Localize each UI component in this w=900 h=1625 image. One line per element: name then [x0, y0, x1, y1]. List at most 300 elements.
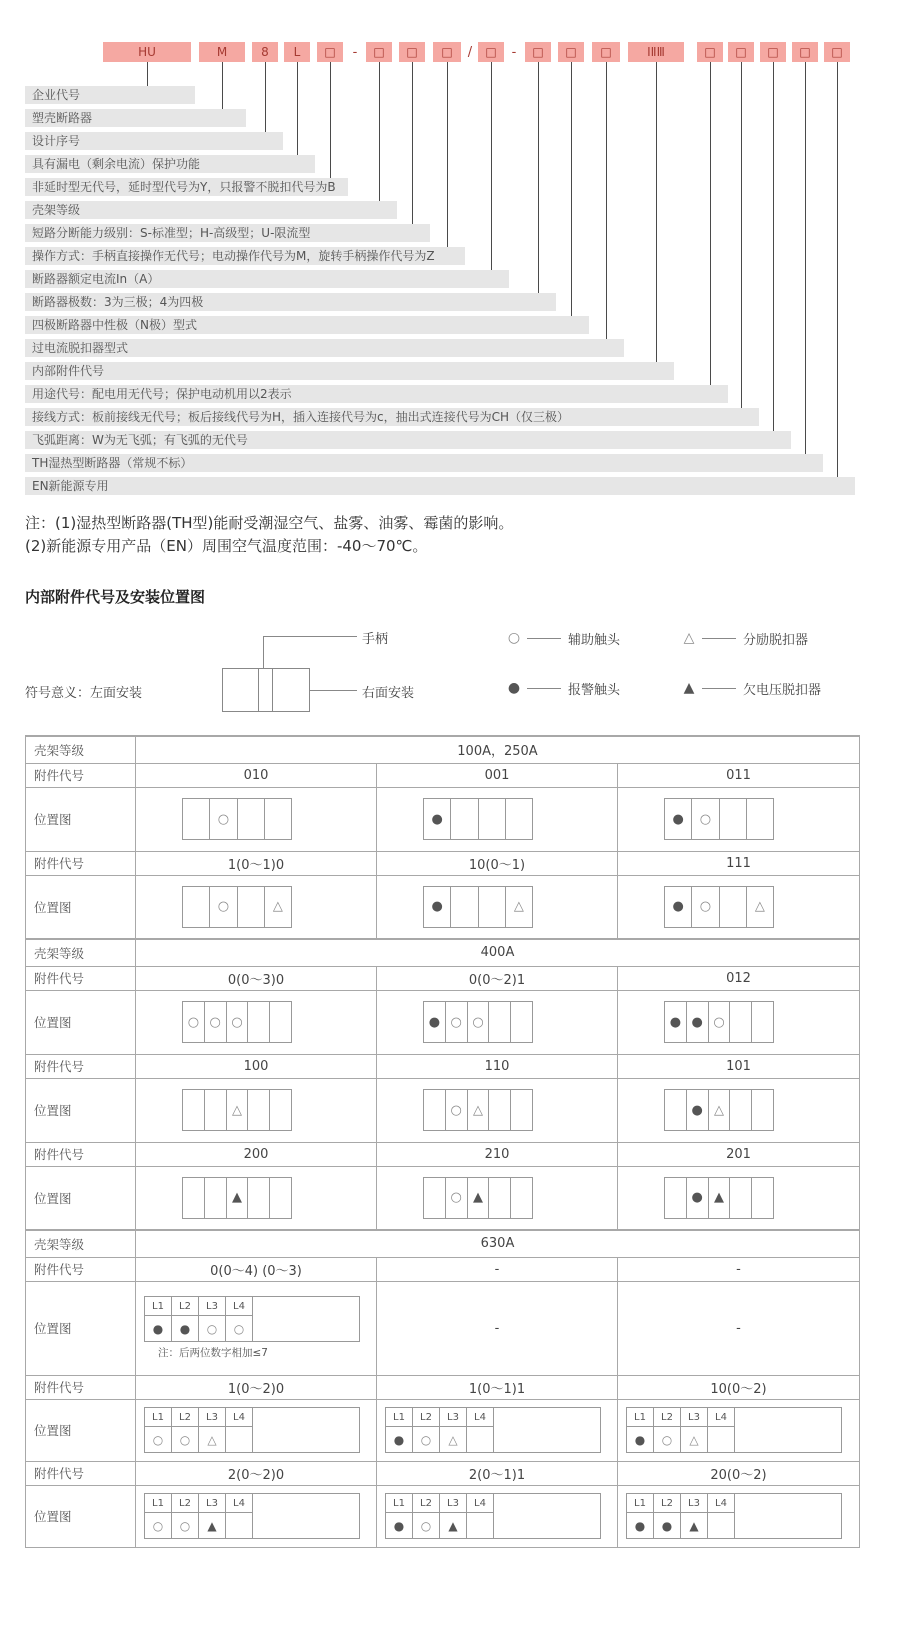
slot-header: L1: [386, 1494, 413, 1513]
row-header: 壳架等级: [26, 939, 136, 966]
legend-label: 报警触头: [568, 682, 621, 698]
slot-cell: [720, 799, 747, 839]
row-header: 位置图: [26, 787, 136, 851]
legend-dash: [527, 638, 561, 639]
slot-cell: [665, 887, 692, 927]
slot-cell: [205, 1002, 227, 1042]
accessory-code: 0(0～2)1: [377, 966, 618, 990]
code-box: ⅠⅡⅢ: [628, 42, 684, 62]
undervoltage-release-symbol: ▲: [713, 1190, 724, 1206]
position-diagram-630a: [144, 1407, 376, 1453]
position-diagram: [664, 886, 774, 928]
accessory-code: 10(0～2): [618, 1375, 860, 1399]
code-label: 用途代号：配电用无代号；保护电动机用以2表示: [25, 385, 728, 403]
slot-cell: [424, 887, 451, 927]
handle-label: 手柄: [362, 632, 389, 647]
legend: [0, 620, 900, 732]
notes: [25, 512, 513, 558]
slot-header: L1: [145, 1408, 172, 1427]
position-cell: -: [377, 1281, 618, 1375]
diagram-note: 注：后两位数字相加≤7: [158, 1347, 268, 1359]
note-line-1: 注：(1)湿热型断路器(TH型)能耐受潮湿空气、盐雾、油雾、霉菌的影响。: [25, 514, 514, 532]
slot-cell: [446, 1178, 468, 1218]
slot-cell: [747, 799, 773, 839]
position-cell: [618, 990, 860, 1054]
aux-contact-symbol: ○: [152, 1519, 164, 1533]
aux-contact-symbol: ○: [450, 1190, 462, 1206]
slot-grid: [386, 1408, 600, 1453]
accessory-position-table: [25, 735, 859, 1548]
aux-contact-symbol: ○: [209, 1014, 221, 1030]
slot-cell: [709, 1002, 731, 1042]
slot-grid: [627, 1408, 841, 1453]
shunt-release-symbol: △: [448, 1433, 458, 1447]
slot-header: L3: [440, 1408, 467, 1427]
row-header: 位置图: [26, 1485, 136, 1547]
table-row: [26, 875, 860, 939]
legend-dash: [702, 638, 736, 639]
slot-cell: [440, 1513, 467, 1539]
code-label: 接线方式：板前接线无代号；板后接线代号为H，插入连接代号为c，抽出式连接代号为CH（仅三极）: [25, 408, 759, 426]
alarm-contact-symbol: ●: [691, 1014, 703, 1030]
code-box: □: [824, 42, 850, 62]
frame-rating: 630A: [136, 1230, 860, 1257]
position-diagram: [423, 1177, 533, 1219]
legend-label: 分励脱扣器: [743, 632, 809, 648]
aux-contact-symbol: ○: [206, 1322, 218, 1336]
position-diagram: [182, 798, 292, 840]
position-diagram: [182, 886, 292, 928]
slot-header: L3: [440, 1494, 467, 1513]
table-row: [26, 939, 860, 966]
position-cell: [136, 1399, 377, 1461]
connector-line: [379, 62, 380, 204]
table-row: [26, 1257, 860, 1281]
code-box: □: [558, 42, 584, 62]
slot-cell: [424, 1002, 446, 1042]
row-header: 附件代号: [26, 763, 136, 787]
aux-contact-symbol: ○: [699, 899, 712, 915]
slot-cell: [665, 799, 692, 839]
table-row: [26, 787, 860, 851]
aux-contact-symbol: ○: [231, 1014, 243, 1030]
slot-cell: [506, 887, 532, 927]
position-diagram: [664, 798, 774, 840]
slot-cell: [183, 1002, 205, 1042]
right-install-label: 右面安装: [362, 686, 415, 701]
row-header: 附件代号: [26, 1142, 136, 1166]
row-header: 位置图: [26, 1078, 136, 1142]
symbol-meaning-label: 符号意义：左面安装: [25, 686, 143, 701]
aux-contact-symbol: ○: [233, 1322, 245, 1336]
legend-label: 辅助触头: [568, 632, 621, 648]
slot-cell: [511, 1178, 532, 1218]
code-box: □: [592, 42, 620, 62]
connector-line: [412, 62, 413, 227]
slot-header: L2: [413, 1408, 440, 1427]
slot-cell: [199, 1513, 226, 1539]
table-row: [26, 966, 860, 990]
slot-cell: [440, 1427, 467, 1453]
code-label: 短路分断能力级别：S-标准型；H-高级型；U-限流型: [25, 224, 430, 242]
code-label: 过电流脱扣器型式: [25, 339, 624, 357]
alarm-contact-symbol: ●: [393, 1433, 405, 1447]
alarm-contact-symbol: ●: [393, 1519, 405, 1533]
slot-cell: [747, 887, 773, 927]
legend-item: [505, 679, 620, 697]
slot-cell: [752, 1178, 773, 1218]
position-cell: [136, 990, 377, 1054]
legend-label: 欠电压脱扣器: [743, 682, 822, 698]
position-diagram-630a: [144, 1493, 376, 1539]
connector-line: [538, 62, 539, 296]
slot-cell: [687, 1090, 709, 1130]
position-cell: [377, 1166, 618, 1230]
row-header: 附件代号: [26, 966, 136, 990]
slot-header: L4: [467, 1408, 494, 1427]
slot-header: L2: [172, 1494, 199, 1513]
position-diagram: [182, 1177, 292, 1219]
position-diagram: [664, 1177, 774, 1219]
slot-cell: [730, 1002, 752, 1042]
slot-cell: [730, 1090, 752, 1130]
position-diagram: [423, 798, 533, 840]
slot-cell: [665, 1002, 687, 1042]
slot-cell: [468, 1178, 490, 1218]
connector-line: [741, 62, 742, 411]
code-label: 飞弧距离：W为无飞弧；有飞弧的无代号: [25, 431, 791, 449]
alarm-contact-symbol: ●: [634, 1519, 646, 1533]
aux-contact-symbol: ○: [179, 1433, 191, 1447]
position-cell: [136, 1485, 377, 1547]
accessory-code: 101: [618, 1054, 860, 1078]
slot-cell: [654, 1427, 681, 1453]
slot-cell: [248, 1178, 270, 1218]
accessory-code: 001: [377, 763, 618, 787]
accessory-code: -: [377, 1257, 618, 1281]
row-header: 位置图: [26, 990, 136, 1054]
breaker-outline: [222, 668, 310, 712]
alarm-contact-symbol: ●: [431, 899, 443, 915]
slot-header: L1: [627, 1408, 654, 1427]
row-header: 附件代号: [26, 851, 136, 875]
section-title: 内部附件代号及安装位置图: [25, 588, 206, 606]
undervoltage-release-symbol: ▲: [207, 1519, 217, 1533]
connector-line: [297, 62, 298, 158]
code-label: 设计序号: [25, 132, 283, 150]
slot-header: L2: [172, 1408, 199, 1427]
aux-contact-symbol: ○: [420, 1519, 432, 1533]
slot-cell: [248, 1002, 270, 1042]
code-label: 四极断路器中性极（N极）型式: [25, 316, 589, 334]
accessory-code: 111: [618, 851, 860, 875]
right-connector-line: [310, 690, 357, 691]
diagram-outline: [626, 1493, 842, 1539]
slot-cell: [708, 1513, 735, 1539]
position-cell: [136, 787, 377, 851]
row-header: 位置图: [26, 1399, 136, 1461]
slot-cell: [172, 1513, 199, 1539]
aux-contact-symbol: ○: [472, 1014, 484, 1030]
accessory-table: [25, 735, 860, 1548]
alarm-contact-symbol: ●: [672, 811, 684, 827]
slot-cell: [183, 887, 210, 927]
aux-contact-symbol: ○: [217, 899, 230, 915]
slot-cell: [145, 1427, 172, 1453]
legend-symbol-icon: ▲: [683, 680, 695, 696]
slot-cell: [708, 1427, 735, 1453]
slot-cell: [238, 799, 265, 839]
row-header: 附件代号: [26, 1054, 136, 1078]
alarm-contact-symbol: ●: [669, 1014, 682, 1030]
accessory-code: 2(0～2)0: [136, 1461, 377, 1485]
model-code-diagram: [0, 0, 900, 505]
diagram-outline: [385, 1407, 601, 1453]
code-box: M: [199, 42, 245, 62]
code-label: 断路器额定电流In（A）: [25, 270, 509, 288]
slot-cell: [511, 1090, 532, 1130]
slot-cell: [681, 1427, 708, 1453]
slot-cell: [506, 799, 532, 839]
table-row: [26, 1375, 860, 1399]
connector-line: [571, 62, 572, 319]
table-row: [26, 851, 860, 875]
slot-header: L1: [386, 1408, 413, 1427]
slot-cell: [183, 1178, 205, 1218]
code-label: 断路器极数：3为三极；4为四极: [25, 293, 556, 311]
position-cell: [618, 787, 860, 851]
slot-grid: [627, 1494, 841, 1539]
position-cell: [377, 787, 618, 851]
connector-line: [265, 62, 266, 135]
shunt-release-symbol: △: [689, 1433, 699, 1447]
slot-cell: [226, 1316, 253, 1342]
aux-contact-symbol: ○: [450, 1014, 462, 1030]
accessory-code: 110: [377, 1054, 618, 1078]
slot-cell: [424, 1178, 446, 1218]
slot-cell: [270, 1178, 291, 1218]
position-diagram: [664, 1001, 774, 1043]
slot-header: L2: [172, 1297, 199, 1316]
diagram-outline: [144, 1296, 360, 1342]
accessory-code: 2(0～1)1: [377, 1461, 618, 1485]
code-box: 8: [252, 42, 278, 62]
aux-contact-symbol: ○: [187, 1014, 200, 1030]
undervoltage-release-symbol: ▲: [472, 1190, 483, 1206]
slot-cell: [511, 1002, 532, 1042]
code-label: 塑壳断路器: [25, 109, 246, 127]
slot-grid: [386, 1494, 600, 1539]
connector-line: [656, 62, 657, 365]
slot-cell: [479, 799, 506, 839]
slot-cell: [270, 1002, 291, 1042]
position-cell: [618, 1078, 860, 1142]
code-box: □: [366, 42, 392, 62]
slot-cell: [451, 887, 478, 927]
slot-header: L4: [226, 1408, 253, 1427]
slot-cell: [183, 1090, 205, 1130]
position-cell: [136, 1281, 377, 1375]
alarm-contact-symbol: ●: [691, 1190, 703, 1206]
row-header: 附件代号: [26, 1461, 136, 1485]
slot-cell: [210, 799, 237, 839]
diagram-outline: [385, 1493, 601, 1539]
code-box: □: [728, 42, 754, 62]
aux-contact-symbol: ○: [661, 1433, 673, 1447]
aux-contact-symbol: ○: [450, 1102, 462, 1118]
slot-cell: [665, 1178, 687, 1218]
alarm-contact-symbol: ●: [152, 1322, 164, 1336]
cell-divider: [258, 669, 259, 711]
accessory-code: 1(0～2)0: [136, 1375, 377, 1399]
position-diagram-630a: [144, 1296, 376, 1360]
code-box: HU: [103, 42, 191, 62]
position-cell: [377, 875, 618, 939]
slot-cell: [687, 1178, 709, 1218]
connector-line: [447, 62, 448, 250]
slot-cell: [205, 1090, 227, 1130]
handle-connector-line: [263, 636, 357, 637]
code-box: □: [760, 42, 786, 62]
position-cell: [377, 1399, 618, 1461]
slot-header: L3: [199, 1408, 226, 1427]
slot-cell: [665, 1090, 687, 1130]
slot-cell: [265, 799, 291, 839]
slot-header: L4: [708, 1494, 735, 1513]
slot-cell: [489, 1002, 511, 1042]
accessory-code: 0(0～3)0: [136, 966, 377, 990]
position-cell: [136, 875, 377, 939]
slot-header: L3: [199, 1297, 226, 1316]
slot-cell: [468, 1002, 490, 1042]
accessory-code: 1(0～1)0: [136, 851, 377, 875]
frame-rating: 400A: [136, 939, 860, 966]
position-cell: -: [618, 1281, 860, 1375]
slot-cell: [172, 1427, 199, 1453]
connector-line: [710, 62, 711, 388]
slot-header: L4: [708, 1408, 735, 1427]
code-box: □: [525, 42, 551, 62]
position-diagram: [423, 886, 533, 928]
position-diagram: [182, 1001, 292, 1043]
slot-cell: [248, 1090, 270, 1130]
code-box: □: [697, 42, 723, 62]
slot-cell: [489, 1090, 511, 1130]
row-header: 附件代号: [26, 1257, 136, 1281]
slot-cell: [467, 1427, 494, 1453]
slot-cell: [210, 887, 237, 927]
slot-cell: [692, 887, 719, 927]
alarm-contact-symbol: ●: [661, 1519, 673, 1533]
slot-header: L3: [681, 1494, 708, 1513]
slot-cell: [451, 799, 478, 839]
accessory-code: 011: [618, 763, 860, 787]
legend-dash: [527, 688, 561, 689]
row-header: 位置图: [26, 875, 136, 939]
position-cell: [377, 1485, 618, 1547]
slot-cell: [270, 1090, 291, 1130]
shunt-release-symbol: △: [272, 899, 283, 915]
slot-cell: [446, 1090, 468, 1130]
code-label: 内部附件代号: [25, 362, 674, 380]
code-separator: -: [352, 44, 358, 60]
position-cell: [377, 1078, 618, 1142]
connector-line: [147, 62, 148, 89]
cell-divider: [272, 669, 273, 711]
slot-cell: [183, 799, 210, 839]
frame-rating: 100A，250A: [136, 736, 860, 763]
position-diagram-630a: [385, 1493, 617, 1539]
row-header: 壳架等级: [26, 736, 136, 763]
slot-header: L2: [654, 1408, 681, 1427]
code-separator: /: [467, 44, 473, 60]
row-header: 壳架等级: [26, 1230, 136, 1257]
slot-cell: [424, 799, 451, 839]
code-box: □: [792, 42, 818, 62]
table-row: [26, 1166, 860, 1230]
slot-cell: [199, 1316, 226, 1342]
undervoltage-release-symbol: ▲: [231, 1190, 242, 1206]
slot-cell: [730, 1178, 752, 1218]
shunt-release-symbol: △: [754, 899, 765, 915]
code-label: 操作方式：手柄直接操作无代号；电动操作代号为M，旋转手柄操作代号为Z: [25, 247, 465, 265]
position-cell: [618, 875, 860, 939]
position-diagram-630a: [626, 1407, 859, 1453]
accessory-code: 012: [618, 966, 860, 990]
accessory-code: 10(0～1): [377, 851, 618, 875]
code-box: □: [478, 42, 504, 62]
diagram-outline: [626, 1407, 842, 1453]
slot-cell: [205, 1178, 227, 1218]
alarm-contact-symbol: ●: [634, 1433, 646, 1447]
slot-header: L1: [145, 1494, 172, 1513]
slot-cell: [199, 1427, 226, 1453]
slot-cell: [627, 1427, 654, 1453]
row-header: 附件代号: [26, 1375, 136, 1399]
connector-line: [330, 62, 331, 181]
aux-contact-symbol: ○: [152, 1433, 164, 1447]
table-row: [26, 1142, 860, 1166]
handle-connector-line: [263, 636, 264, 669]
alarm-contact-symbol: ●: [428, 1014, 441, 1030]
slot-cell: [720, 887, 747, 927]
slot-grid: [145, 1408, 359, 1453]
slot-grid: [145, 1494, 359, 1539]
slot-cell: [145, 1316, 172, 1342]
row-header: 位置图: [26, 1281, 136, 1375]
slot-header: L2: [413, 1494, 440, 1513]
alarm-contact-symbol: ●: [691, 1102, 703, 1118]
slot-cell: [692, 799, 719, 839]
slot-cell: [145, 1513, 172, 1539]
alarm-contact-symbol: ●: [179, 1322, 191, 1336]
connector-line: [837, 62, 838, 480]
aux-contact-symbol: ○: [699, 811, 712, 827]
position-diagram: [182, 1089, 292, 1131]
aux-contact-symbol: ○: [713, 1014, 725, 1030]
slot-cell: [238, 887, 265, 927]
slot-cell: [479, 887, 506, 927]
table-row: [26, 1230, 860, 1257]
slot-header: L3: [199, 1494, 226, 1513]
table-row: [26, 990, 860, 1054]
slot-cell: [468, 1090, 490, 1130]
note-line-2: (2)新能源专用产品（EN）周围空气温度范围：-40～70℃。: [25, 537, 428, 555]
code-box: □: [433, 42, 461, 62]
slot-cell: [681, 1513, 708, 1539]
position-diagram-630a: [626, 1493, 859, 1539]
undervoltage-release-symbol: ▲: [448, 1519, 458, 1533]
